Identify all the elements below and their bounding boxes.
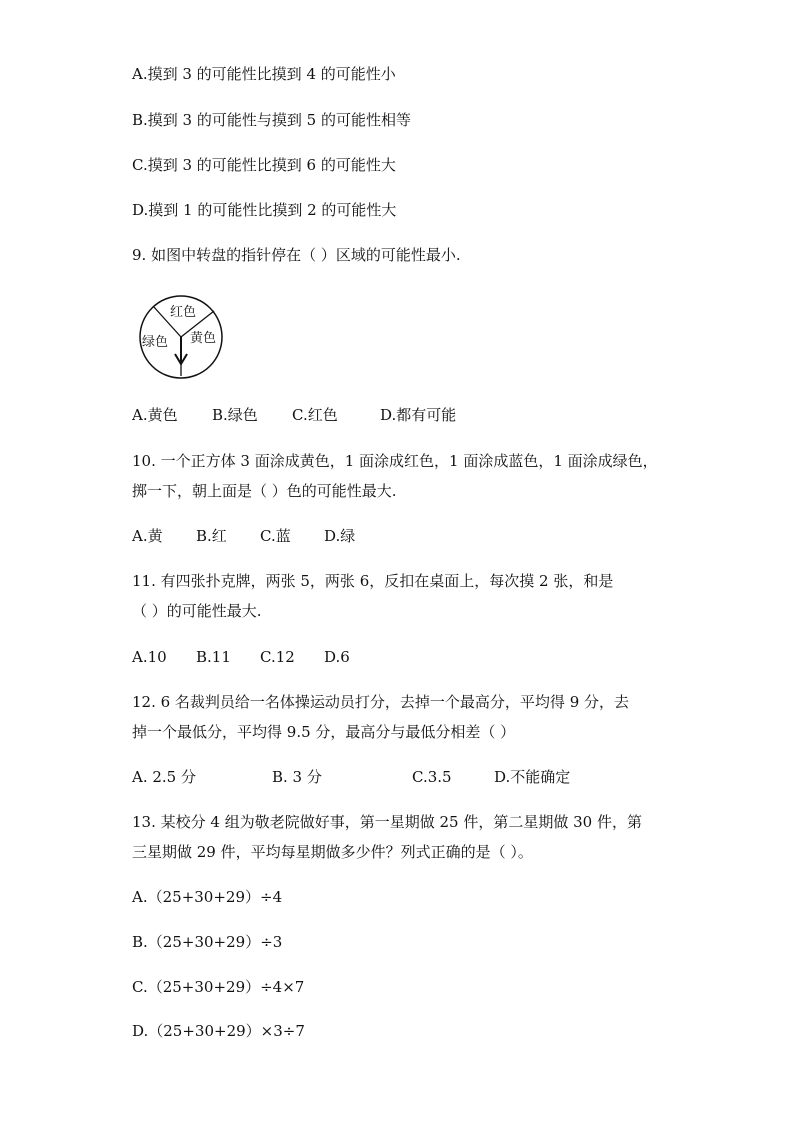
q9-option-c: C.红色 (292, 406, 338, 424)
q11-option-c: C.12 (260, 648, 295, 666)
q9-stem: 9. 如图中转盘的指针停在（ ）区域的可能性最小. (132, 246, 461, 264)
q13-stem-line2: 三星期做 29 件，平均每星期做多少件？列式正确的是（ ）。 (132, 843, 533, 861)
q11-option-a: A.10 (132, 648, 167, 666)
q12-option-a: A. 2.5 分 (132, 768, 196, 786)
q12-stem-line2: 掉一个最低分，平均得 9.5 分，最高分与最低分相差（ ） (132, 723, 516, 741)
q10-option-b: B.红 (196, 527, 227, 545)
q12-option-d: D.不能确定 (494, 768, 571, 786)
q12-option-b: B. 3 分 (272, 768, 322, 786)
q13-option-b: B.（25+30+29）÷3 (132, 933, 283, 951)
q10-option-c: C.蓝 (260, 527, 291, 545)
q13-option-a: A.（25+30+29）÷4 (132, 888, 283, 906)
q10-stem-line1: 10. 一个正方体 3 面涂成黄色，1 面涂成红色，1 面涂成蓝色，1 面涂成绿色， (132, 452, 658, 470)
q11-stem-line1: 11. 有四张扑克牌，两张 5，两张 6，反扣在桌面上，每次摸 2 张，和是 (132, 572, 614, 590)
q9-option-d: D.都有可能 (380, 406, 457, 424)
q12-stem-line1: 12. 6 名裁判员给一名体操运动员打分，去掉一个最高分，平均得 9 分，去 (132, 693, 630, 711)
q8-option-a: A.摸到 3 的可能性比摸到 4 的可能性小 (132, 65, 396, 83)
q12-option-c: C.3.5 (412, 768, 452, 786)
q8-option-b: B.摸到 3 的可能性与摸到 5 的可能性相等 (132, 111, 411, 129)
q13-option-d: D.（25+30+29）×3÷7 (132, 1022, 305, 1040)
q8-option-d: D.摸到 1 的可能性比摸到 2 的可能性大 (132, 201, 397, 219)
q10-option-d: D.绿 (324, 527, 356, 545)
q10-stem-line2: 掷一下，朝上面是（ ）色的可能性最大. (132, 482, 397, 500)
q9-option-a: A.黄色 (132, 406, 178, 424)
spinner-diagram (136, 294, 226, 380)
q13-stem-line1: 13. 某校分 4 组为敬老院做好事，第一星期做 25 件，第二星期做 30 件，第 (132, 813, 642, 831)
q11-option-d: D.6 (324, 648, 350, 666)
spinner-label-red: 红色 (170, 305, 197, 320)
spinner-label-yellow: 黄色 (190, 331, 217, 346)
q8-option-c: C.摸到 3 的可能性比摸到 6 的可能性大 (132, 156, 396, 174)
spinner-label-green: 绿色 (142, 335, 169, 350)
q10-option-a: A.黄 (132, 527, 163, 545)
q13-option-c: C.（25+30+29）÷4×7 (132, 978, 305, 996)
q9-option-b: B.绿色 (212, 406, 258, 424)
q11-stem-line2: （ ）的可能性最大. (132, 602, 262, 620)
q11-option-b: B.11 (196, 648, 231, 666)
